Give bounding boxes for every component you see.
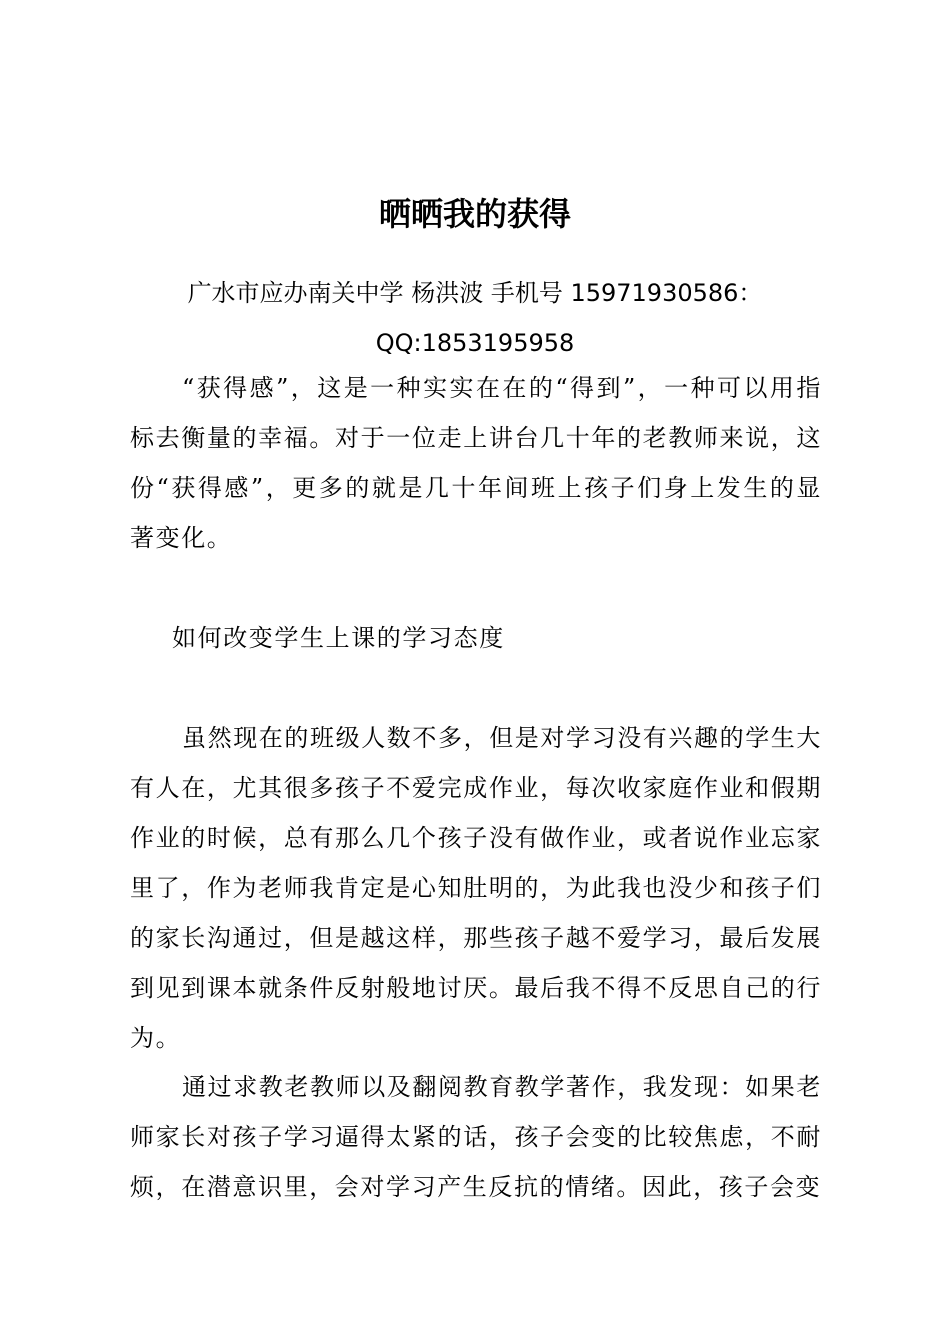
intro-paragraph: “获得感”，这是一种实实在在的“得到”，一种可以用指标去衡量的幸福。对于一位走上讲台几十年的老教师来说，这份“获得感”，更多的就是几十年间班上孩子们身上发生的显著变化。 [130, 374, 822, 552]
body-paragraph: 通过求教老教师以及翻阅教育教学著作，我发现：如果老师家长对孩子学习逼得太紧的话，孩子会变的比较焦虑，不耐烦，在潜意识里，会对学习产生反抗的情绪。因此，孩子会变 [130, 1073, 822, 1201]
section-heading: 如何改变学生上课的学习态度 [172, 624, 505, 652]
body-paragraph: 虽然现在的班级人数不多，但是对学习没有兴趣的学生大有人在，尤其很多孩子不爱完成作业，每次收家庭作业和假期作业的时候，总有那么几个孩子没有做作业，或者说作业忘家里了，作为老师我肯定是心知肚明的，为此我也没少和孩子们的家长沟通过，但是越这样，那些孩子越不爱学习，最后发展到见到课本就条件反射般地讨厌。最后我不得不反思自己的行为。 [130, 724, 822, 1052]
document-title: 晒晒我的获得 [378, 195, 571, 233]
author-info: 广水市应办南关中学 杨洪波 手机号 15971930586： QQ:1853195958 [187, 279, 763, 357]
